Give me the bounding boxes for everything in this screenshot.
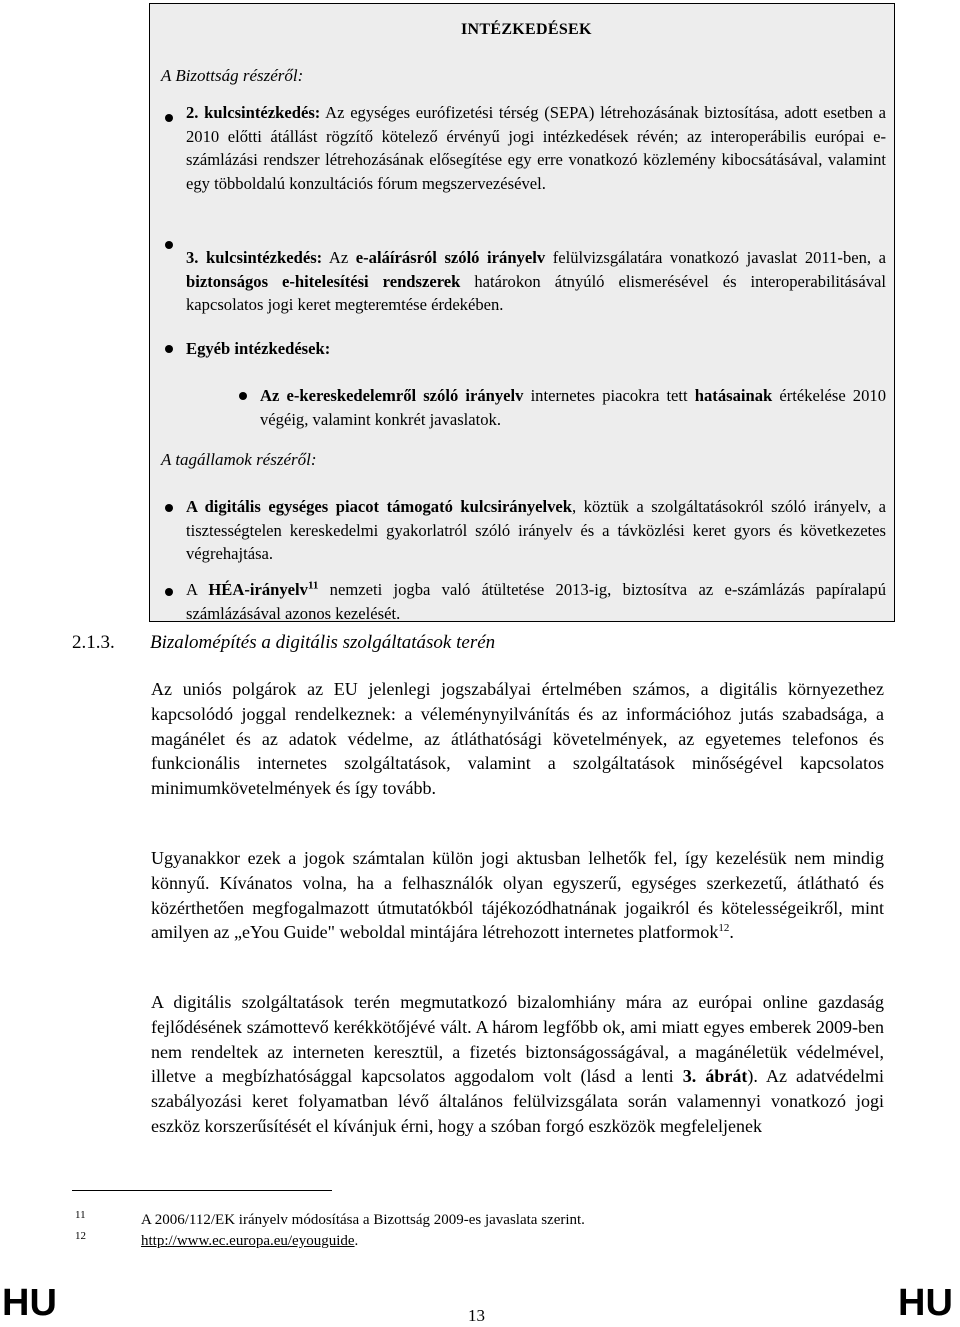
section-number: 2.1.3. [72,632,115,653]
bullet-icon [165,241,173,249]
footnote-number: 11 [75,1209,86,1221]
bullet-icon [165,345,173,353]
bullet-icon [239,392,247,400]
bullet-icon [165,588,173,596]
bullet-icon [165,114,173,122]
other-measures-label: Egyéb intézkedések: [186,339,331,358]
paragraph-1: Az uniós polgárok az EU jelenlegi jogszabályai értelmében számos, a digitális környezethez kapcsolódó joggal rendelkeznek: a véleménynyilvánítás és az információhoz jutás szabadsága, a magánélet és az adatok védelme, az átláthatósági követelmények, az egyetemes telefonos és funkcionális internetes szolgáltatások, valamint a szolgáltatások minőségével kapcsolatos minimumkövetelmények és így tovább. [151,679,884,799]
paragraph-2: Ugyanakkor ezek a jogok számtalan külön jogi aktusban lelhetők fel, így kezelésük nem mindig könnyű. Kívánatos volna, ha a felhasználók olyan egyszerű, egységes szerkezetű, átlátható és közérthetően megfogalmazott útmutatókból tájékozódhatnának jogaikról és kötelességeikről, mint amilyen az „eYou Guide" weboldal mintájára létrehozott internetes platformok$^{12}$. [151,848,884,943]
measures-box [149,3,895,622]
section-heading [72,632,495,654]
figure-reference: 3. ábrát [682,1066,748,1087]
member-state-item-1: A digitális egységes piacot támogató kulcsirányelvek, köztük a szolgáltatásokról szóló irányelv, a tisztességtelen kereskedelmi gyakorlatról szóló irányelv és a távközlési keret gyors és következetes végrehajtása. [186,497,886,564]
box-title: INTÉZKEDÉSEK [461,21,592,38]
section-title: Bizalomépítés a digitális szolgáltatások terén [150,632,496,653]
footer-language-left: HU [2,1282,57,1324]
footnote-11-text: A 2006/112/EK irányelv módosítása a Bizottság 2009-es javaslata szerint. [141,1212,585,1228]
page-number: 13 [468,1306,485,1325]
member-states-label: A tagállamok részéről: [161,450,317,469]
footnote-12-text: http://www.ec.europa.eu/eyouguide. [141,1233,359,1249]
paragraph-3: A digitális szolgáltatások terén megmutatkozó bizalomhiány mára az európai online gazdaság fejlődésének számottevő kerékkötőjévé vált. A három legfőbb ok, ami miatt egyes emberek 2009-ben nem rendeltek az interneten keresztül, a fizetés biztonságosságával, a magánéletük védelmével, illetve a megbízhatósággal kapcsolatos aggodalom volt (lásd a lenti 3. ábrát). Az adatvédelmi szabályozási keret folyamatban lévő általános felülvizsgálata során valamennyi vonatkozó jogi eszköz korszerűsítését el kívánjuk érni, hogy a szóban forgó eszközök megfeleljenek [151,992,884,1136]
key-action-2-text: Az egységes eurófizetési térség (SEPA) létrehozásának biztosítása, adott esetben a 2010 előtti átállást rögzítő kötelező érvényű jogi intézkedések révén; az interoperábilis európai e-számlázási rendszer létrehozásának elősegítése egy erre vonatkozó közlemény kibocsátásával, valamint egy többoldalú konzultációs fórum megszervezésével. [186,103,887,193]
eyouguide-link[interactable]: http://www.ec.europa.eu/eyouguide [141,1233,355,1249]
key-action-2 [186,101,886,195]
footnote-separator [72,1190,332,1191]
key-action-3-lead: 3. kulcsintézkedés: [186,248,323,267]
key-action-2-lead: 2. kulcsintézkedés: [186,103,321,122]
footnote-ref-11[interactable]: 11 [307,579,319,592]
commission-label: A Bizottság részéről: [161,66,304,85]
footnote-ref-12[interactable]: 12 [718,922,730,935]
member-state-item-2: A HÉA-irányelv$^{11}$ nemzeti jogba való átültetése 2013-ig, biztosítva az e-számlázás papíralapú számlázásával azonos kezelését. [186,579,886,623]
footnote-number: 12 [75,1230,86,1242]
key-action-3: 3. kulcsintézkedés: Az e-aláírásról szóló irányelv felülvizsgálatára vonatkozó javaslat 2011-ben, a biztonságos e-hitelesítési rendszerek határokon átnyúló elismerésével és interoperabilitásával kapcsolatos jogi keret megteremtése érdekében. [186,248,887,315]
bullet-icon [165,504,173,512]
other-measure-item: Az e-kereskedelemről szóló irányelv internetes piacokra tett hatásainak értékelése 2010 végéig, valamint konkrét javaslatok. [260,386,886,429]
footer-language-right: HU [898,1282,953,1324]
